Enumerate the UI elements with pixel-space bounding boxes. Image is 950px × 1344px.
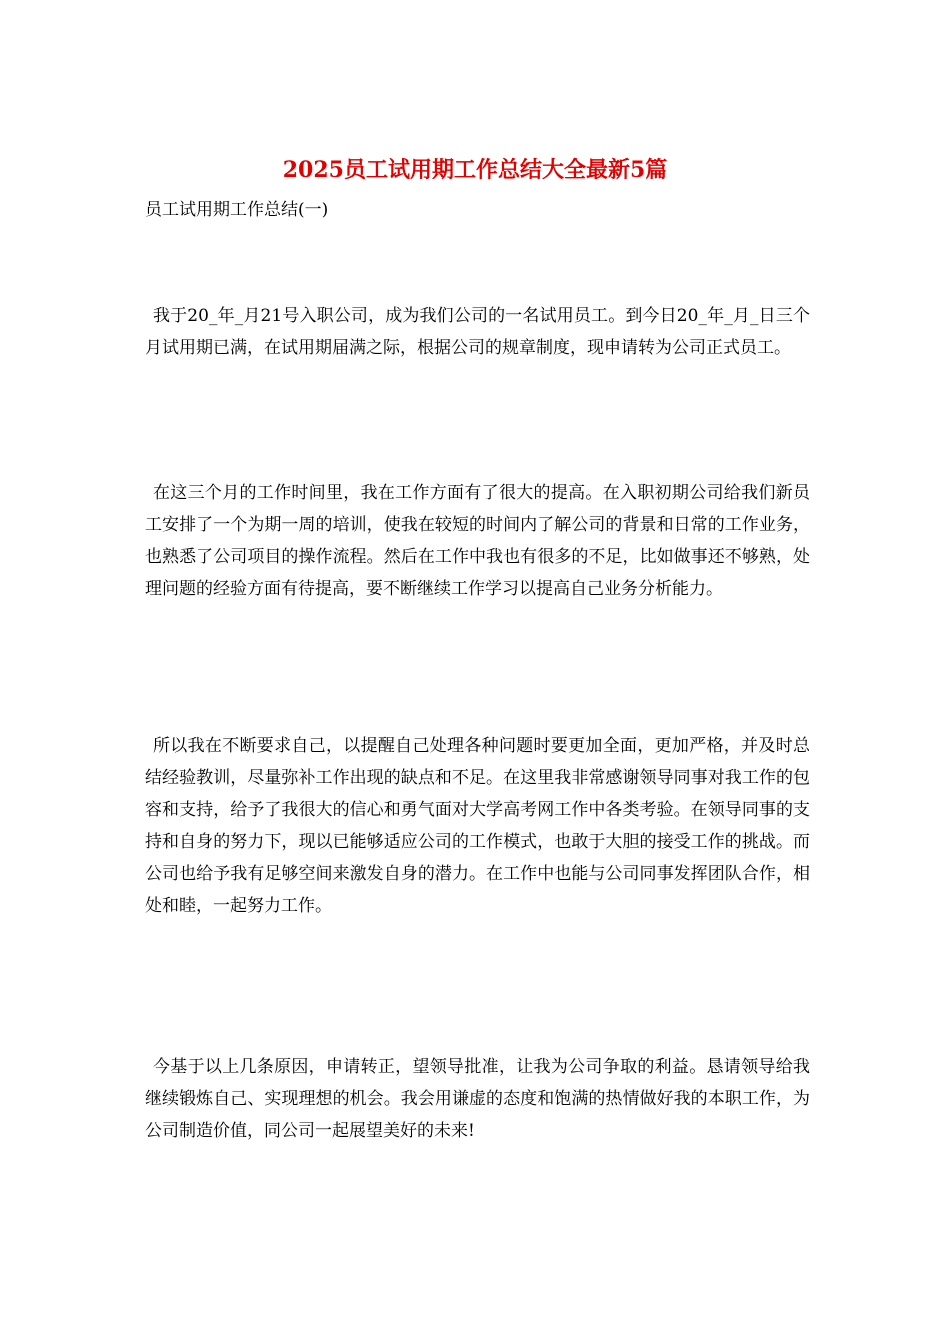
paragraph-1: 我于20_年_月21号入职公司，成为我们公司的一名试用员工。到今日20_年_月_日三个月试用期已满，在试用期届满之际，根据公司的规章制度，现申请转为公司正式员工。 bbox=[145, 306, 810, 358]
paragraph-2: 在这三个月的工作时间里，我在工作方面有了很大的提高。在入职初期公司给我们新员工安排了一个为期一周的培训，使我在较短的时间内了解公司的背景和日常的工作业务，也熟悉了公司项目的操作流程。然后在工作中我也有很多的不足，比如做事还不够熟，处理问题的经验方面有待提高，要不断继续工作学习以提高自己业务分析能力。 bbox=[145, 483, 810, 599]
paragraph-3: 所以我在不断要求自己，以提醒自己处理各种问题时要更加全面，更加严格，并及时总结经验教训，尽量弥补工作出现的缺点和不足。在这里我非常感谢领导同事对我工作的包容和支持，给予了我很大的信心和勇气面对大学高考网工作中各类考验。在领导同事的支持和自身的努力下，现以已能够适应公司的工作模式，也敢于大胆的接受工作的挑战。而公司也给予我有足够空间来激发自身的潜力。在工作中也能与公司同事发挥团队合作，相处和睦，一起努力工作。 bbox=[145, 736, 810, 916]
document-title: 2025员工试用期工作总结大全最新5篇 bbox=[282, 157, 668, 183]
section-heading: 员工试用期工作总结(一) bbox=[145, 200, 329, 220]
paragraph-4: 今基于以上几条原因，申请转正，望领导批准，让我为公司争取的利益。恳请领导给我继续锻炼自己、实现理想的机会。我会用谦虚的态度和饱满的热情做好我的本职工作，为公司制造价值，同公司一起展望美好的未来! bbox=[145, 1057, 810, 1141]
